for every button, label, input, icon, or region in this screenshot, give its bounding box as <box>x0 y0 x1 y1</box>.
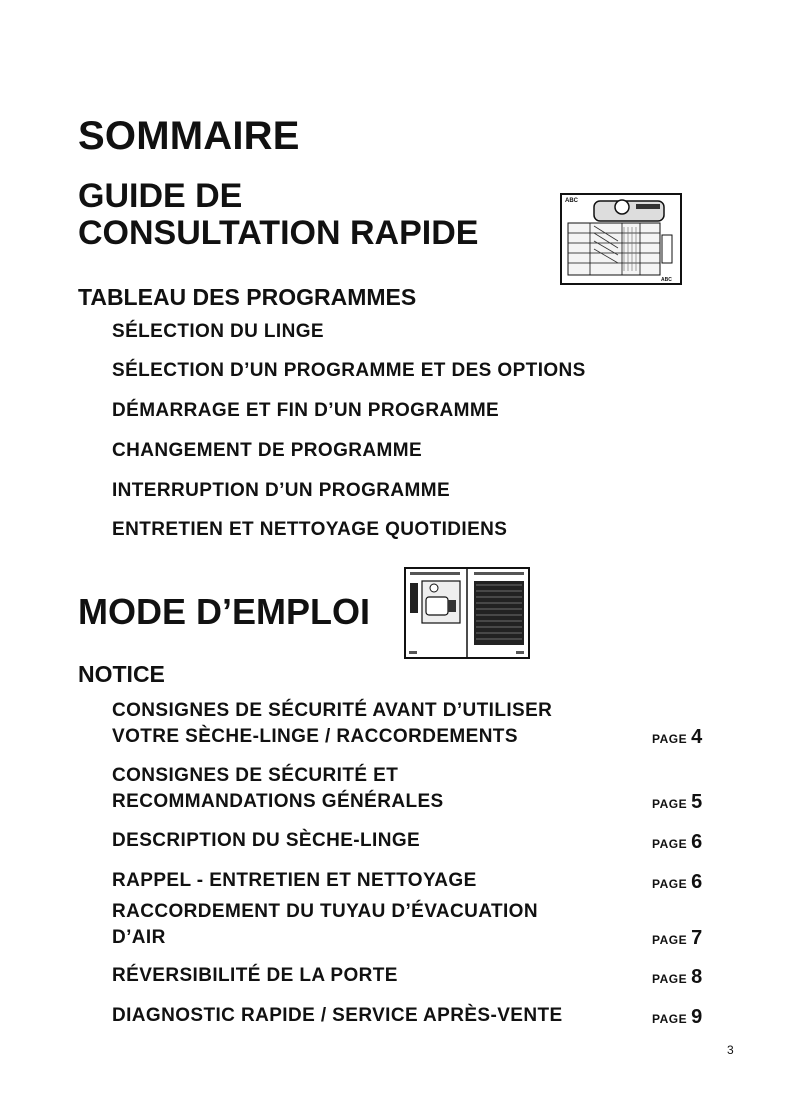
toc-entry <box>112 1003 563 1029</box>
toc-entry-page <box>652 727 702 747</box>
notice-section: NOTICE <box>78 661 165 687</box>
page-title: SOMMAIRE <box>78 114 300 158</box>
toc-entry-page <box>652 928 702 948</box>
toc-entry-line1: RAPPEL - ENTRETIEN ET NETTOYAGE <box>112 870 477 891</box>
quick-guide-heading <box>78 178 478 253</box>
toc-entry-page <box>652 792 702 812</box>
page-label: PAGE <box>652 732 688 746</box>
page-number: 8 <box>691 966 703 988</box>
manual-heading: MODE D’EMPLOI <box>78 591 371 632</box>
toc-entry-page <box>652 872 702 892</box>
toc-entry <box>112 828 420 854</box>
toc-entry-line1: RÉVERSIBILITÉ DE LA PORTE <box>112 965 398 986</box>
toc-item: DÉMARRAGE ET FIN D’UN PROGRAMME <box>112 400 500 421</box>
page-number: 7 <box>691 927 703 949</box>
toc-entry <box>112 963 398 989</box>
page-label: PAGE <box>652 933 688 947</box>
toc-entry-line2: RECOMMANDATIONS GÉNÉRALES <box>112 791 444 812</box>
toc-item: ENTRETIEN ET NETTOYAGE QUOTIDIENS <box>112 519 508 540</box>
page-number: 6 <box>691 831 703 853</box>
toc-entry <box>112 868 477 894</box>
quick-guide-heading-line2: CONSULTATION RAPIDE <box>78 214 479 253</box>
quick-guide-heading-line1: GUIDE DE <box>78 177 243 215</box>
page-label: PAGE <box>652 797 688 811</box>
toc-item: SÉLECTION DU LINGE <box>112 321 324 342</box>
toc-entry <box>112 763 444 815</box>
toc-entry <box>112 899 538 951</box>
toc-entry <box>112 698 552 750</box>
toc-entry-line1: CONSIGNES DE SÉCURITÉ AVANT D’UTILISER <box>112 700 553 721</box>
toc-entry-line1: DESCRIPTION DU SÈCHE-LINGE <box>112 830 421 851</box>
page-number: 4 <box>691 726 703 748</box>
page-label: PAGE <box>652 837 688 851</box>
page-label: PAGE <box>652 877 688 891</box>
toc-entry-page <box>652 832 702 852</box>
page-number: 9 <box>691 1006 703 1028</box>
page-label: PAGE <box>652 1012 688 1026</box>
toc-item: SÉLECTION D’UN PROGRAMME ET DES OPTIONS <box>112 360 586 381</box>
toc-entry-line1: DIAGNOSTIC RAPIDE / SERVICE APRÈS-VENTE <box>112 1005 563 1026</box>
toc-entry-page <box>652 967 702 987</box>
thumbnail-label-top: ABC <box>565 198 578 204</box>
toc-item: INTERRUPTION D’UN PROGRAMME <box>112 480 451 501</box>
program-table-thumbnail <box>560 193 682 285</box>
thumbnail-label-bottom: ABC <box>661 277 672 283</box>
toc-entry-line1: RACCORDEMENT DU TUYAU D’ÉVACUATION <box>112 901 538 922</box>
toc-entry-line2: VOTRE SÈCHE-LINGE / RACCORDEMENTS <box>112 726 518 747</box>
toc-entry-line1: CONSIGNES DE SÉCURITÉ ET <box>112 765 399 786</box>
toc-entry-page <box>652 1007 702 1027</box>
page-number: 6 <box>691 871 703 893</box>
page-number: 5 <box>691 791 703 813</box>
toc-item: CHANGEMENT DE PROGRAMME <box>112 440 423 461</box>
toc-entry-line2: D’AIR <box>112 927 166 948</box>
program-table-section: TABLEAU DES PROGRAMMES <box>78 284 417 310</box>
manual-thumbnail <box>404 567 530 659</box>
page-footer-number: 3 <box>727 1043 734 1057</box>
page-label: PAGE <box>652 972 688 986</box>
